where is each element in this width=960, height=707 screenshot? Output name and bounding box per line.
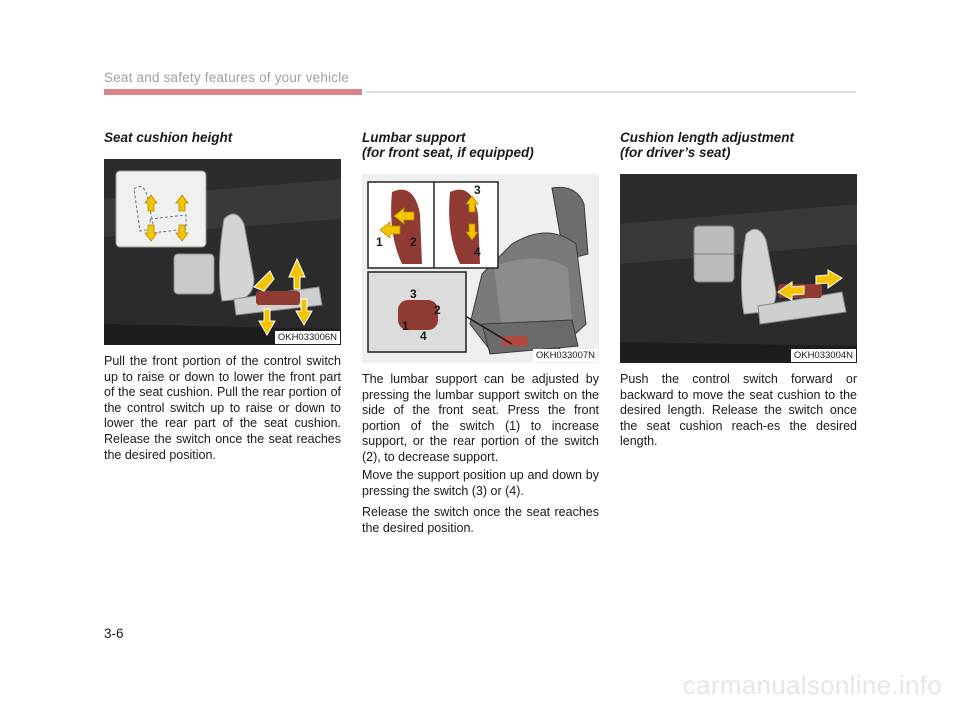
callout-label: 3 [474, 183, 481, 197]
column-lumbar-support [362, 130, 599, 160]
callout-label: 4 [474, 245, 481, 259]
figure-code: OKH033004N [791, 349, 856, 362]
paragraph: Release the switch once the seat reaches the desired position. [362, 505, 599, 535]
figure-code: OKH033006N [275, 331, 340, 344]
callout-label: 1 [402, 319, 409, 333]
callout-label: 3 [410, 287, 417, 301]
section-header-title: Seat and safety features of your vehicle [104, 70, 350, 85]
callout-label: 1 [376, 235, 383, 249]
paragraph: Move the support position up and down by pressing the switch (3) or (4). [362, 468, 599, 498]
figure-lumbar-support [362, 174, 599, 363]
section-heading: Seat cushion height [104, 130, 233, 145]
callout-label: 4 [420, 329, 427, 343]
header-rule [366, 91, 856, 93]
watermark: carmanualsonline.info [682, 670, 942, 700]
figure-cushion-length [620, 174, 857, 363]
section-heading: Cushion length adjustment (for driver’s seat) [620, 130, 794, 160]
figure-seat-cushion-height [104, 159, 341, 345]
paragraph: Push the control switch forward or backward to move the seat cushion to the desired length. Release the switch once the seat cushion reach-es the desired length. [620, 372, 857, 449]
column-seat-cushion-height [104, 130, 341, 145]
paragraph: The lumbar support can be adjusted by pressing the lumbar support switch on the side of the front seat. Press the front portion of the switch (1) to increase support, or the rear portion of the switch (2), to decrease support. [362, 372, 599, 464]
column-cushion-length [620, 130, 857, 160]
paragraph: Pull the front portion of the control switch up to raise or down to lower the front part of the seat cushion. Pull the rear portion of the control switch up to raise or down to lower the rear part of the seat cushion. Release the switch once the seat reaches the desired position. [104, 354, 341, 462]
page-number: 3-6 [104, 626, 124, 641]
callout-label: 2 [410, 235, 417, 249]
section-heading: Lumbar support (for front seat, if equipped) [362, 130, 534, 160]
header-accent-bar [104, 89, 362, 95]
callout-label: 2 [434, 303, 441, 317]
figure-code: OKH033007N [533, 349, 598, 362]
